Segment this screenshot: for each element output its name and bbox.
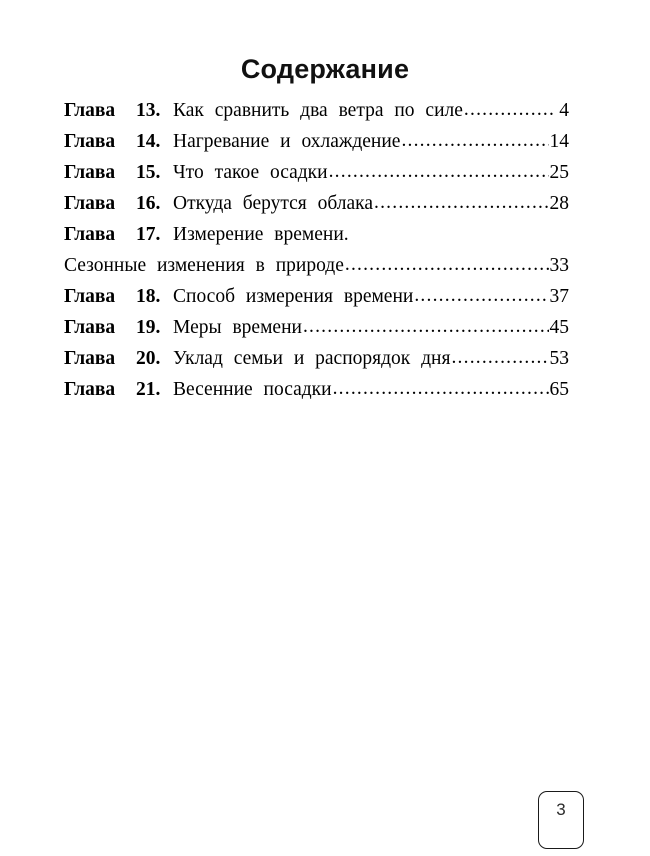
toc-entry-page-number: 33 <box>549 255 569 276</box>
toc-entry-chapter-label: Глава <box>64 162 116 183</box>
toc-entry-dot-leader <box>303 316 549 338</box>
toc-entry-chapter-number: 18. <box>136 286 161 307</box>
toc-entry-chapter-label: Глава <box>64 317 116 338</box>
toc-entry-dot-leader <box>451 347 548 369</box>
toc-entry-title: Откуда берутся облака <box>173 193 374 214</box>
toc-entry-chapter-label: Глава <box>64 100 116 121</box>
page-title: Содержание <box>240 54 410 84</box>
toc-entry-title: Нагревание и охлаждение <box>173 131 401 152</box>
toc-entry-title: Как сравнить два ветра по силе <box>173 100 463 121</box>
page-number: 3 <box>556 800 566 819</box>
page-number-badge <box>538 791 584 849</box>
toc-entry-dot-leader <box>345 254 549 276</box>
toc-entry-dot-leader <box>333 378 549 400</box>
toc-entry-chapter-label: Глава <box>64 131 116 152</box>
toc-entry-chapter-number: 20. <box>136 348 161 369</box>
toc-entry-chapter-label: Глава <box>64 379 116 400</box>
toc-entry-page-number: 45 <box>549 317 569 338</box>
toc-entry-title: Уклад семьи и распорядок дня <box>173 348 451 369</box>
toc-entry-page-number: 4 <box>559 100 569 121</box>
toc-entry-chapter-label: Глава <box>64 286 116 307</box>
toc-entry-page-number: 53 <box>549 348 569 369</box>
toc-entry-dot-leader <box>374 192 548 214</box>
toc-entry-title: Меры времени <box>173 317 302 338</box>
toc-entry[interactable] <box>64 193 569 224</box>
toc-entry-page-number: 28 <box>549 193 569 214</box>
toc-entry-chapter-label: Глава <box>64 348 116 369</box>
toc-entry[interactable] <box>64 379 569 410</box>
toc-entry[interactable] <box>64 286 569 317</box>
toc-entry-title: Что такое осадки <box>173 162 328 183</box>
toc-entry-chapter-number: 13. <box>136 100 161 121</box>
toc-entry-title: Способ измерения времени <box>173 286 414 307</box>
toc-entry[interactable] <box>64 162 569 193</box>
toc-entry-chapter-label: Глава <box>64 224 116 245</box>
toc-entry-title: Весенние посадки <box>173 379 332 400</box>
toc-entry[interactable] <box>64 348 569 379</box>
toc-entry-chapter-number: 15. <box>136 162 161 183</box>
toc-entry-dot-leader <box>464 99 553 121</box>
toc-entry[interactable] <box>64 100 569 131</box>
toc-entry-dot-leader <box>414 285 548 307</box>
toc-entry-page-number: 65 <box>549 379 569 400</box>
toc-entry-chapter-label: Глава <box>64 193 116 214</box>
toc-entry-title: Сезонные изменения в природе <box>64 255 344 276</box>
toc-entry-page-number: 37 <box>549 286 569 307</box>
toc-entry-chapter-number: 17. <box>136 224 161 245</box>
toc-entry-continuation[interactable] <box>64 255 569 286</box>
toc-entry-page-number: 14 <box>549 131 569 152</box>
toc-entry-page-number: 25 <box>549 162 569 183</box>
toc-entry-dot-leader <box>329 161 549 183</box>
toc-entry[interactable] <box>64 317 569 348</box>
toc-entry-dot-leader <box>401 130 548 152</box>
toc-entry-title: Измерение времени. <box>173 224 349 245</box>
toc-entry-chapter-number: 21. <box>136 379 161 400</box>
toc-entry[interactable] <box>64 224 569 255</box>
toc-entry-chapter-number: 14. <box>136 131 161 152</box>
table-of-contents <box>64 100 569 410</box>
toc-entry-chapter-number: 16. <box>136 193 161 214</box>
toc-entry[interactable] <box>64 131 569 162</box>
toc-entry-chapter-number: 19. <box>136 317 161 338</box>
